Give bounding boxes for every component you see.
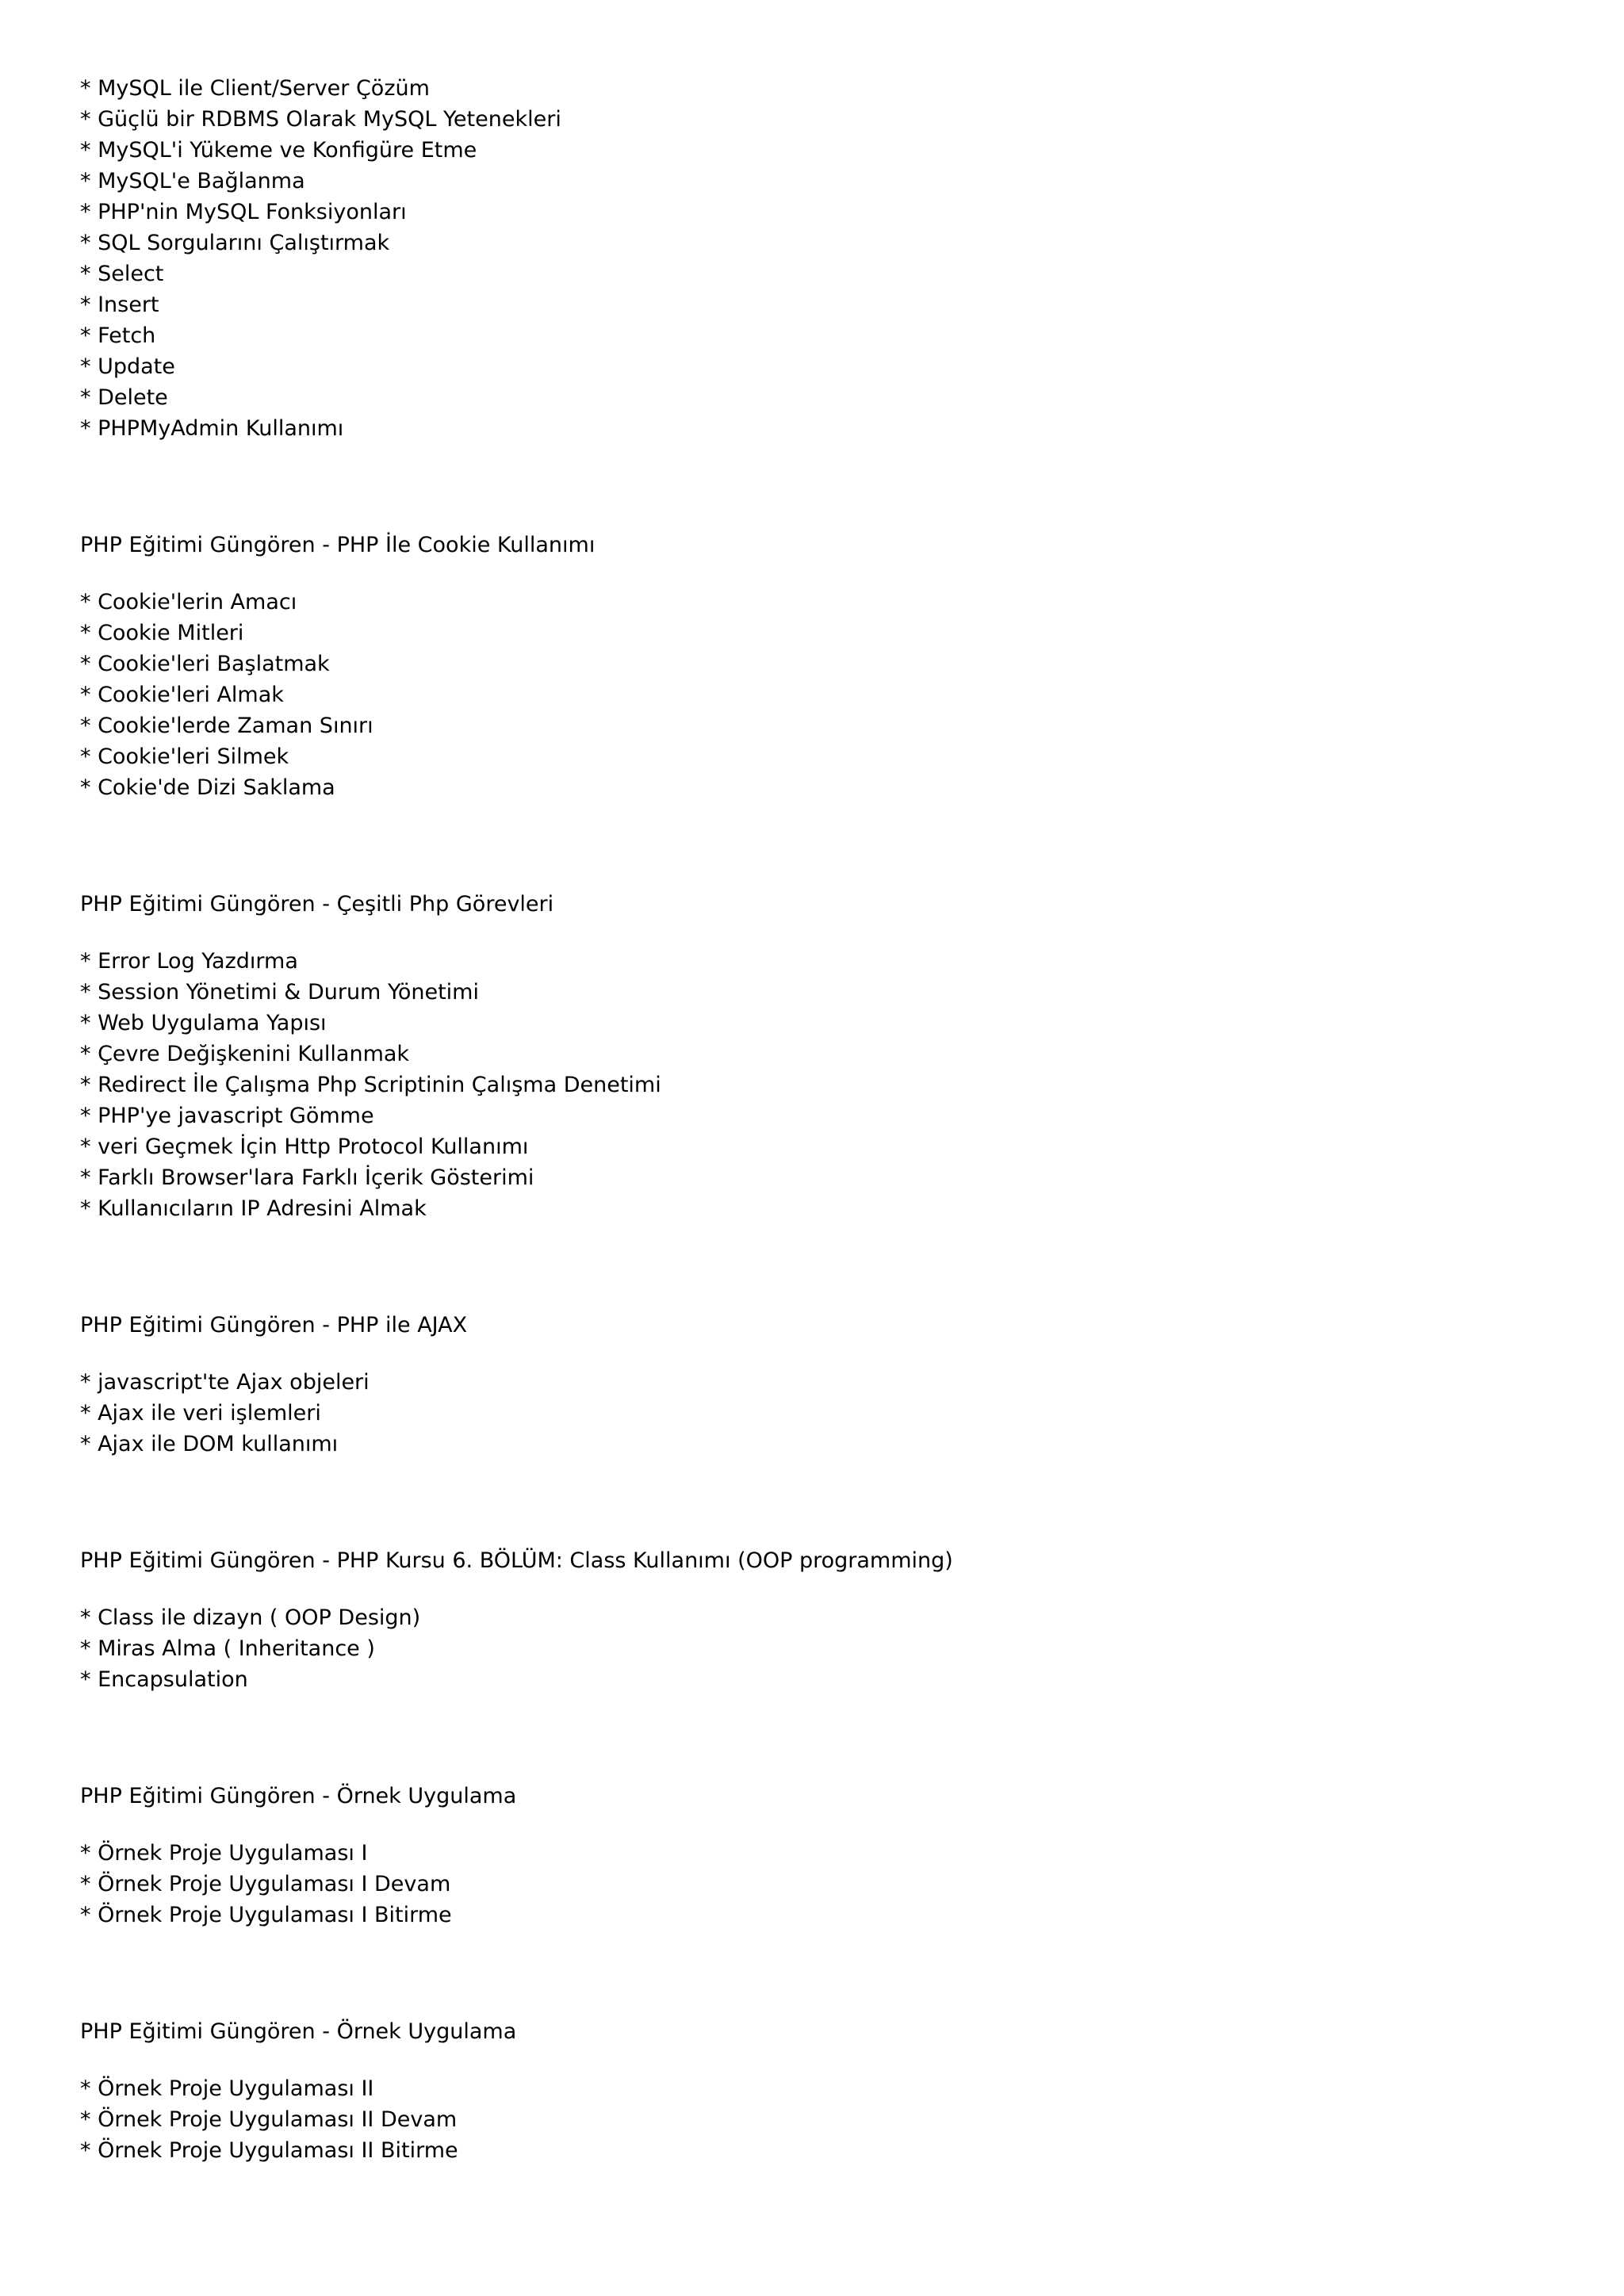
list-item: * Ajax ile DOM kullanımı (80, 1432, 339, 1456)
section-example-1 (80, 1781, 1547, 1931)
list-item: * Update (80, 354, 175, 379)
list-item: * Miras Alma ( Inheritance ) (80, 1636, 375, 1661)
list-item: * PHP'nin MySQL Fonksiyonları (80, 200, 407, 224)
list-item: * SQL Sorgularını Çalıştırmak (80, 231, 390, 255)
section-items (80, 2073, 1547, 2166)
section-heading: PHP Eğitimi Güngören - PHP Kursu 6. BÖLÜM: Class Kullanımı (OOP programming) (80, 1548, 953, 1573)
section-example-2 (80, 2016, 1547, 2166)
list-item: * Ajax ile veri işlemleri (80, 1401, 321, 1425)
list-item: * Örnek Proje Uygulaması II Bitirme (80, 2138, 458, 2163)
section-items (80, 1838, 1547, 1931)
list-item: * Session Yönetimi & Durum Yönetimi (80, 980, 479, 1004)
section-oop (80, 1545, 1547, 1695)
list-item: * Örnek Proje Uygulaması II Devam (80, 2107, 458, 2132)
section-items (80, 1367, 1547, 1460)
list-item: * Delete (80, 385, 168, 410)
section-heading: PHP Eğitimi Güngören - Çeşitli Php Görevleri (80, 892, 554, 916)
document-page (80, 73, 1547, 2166)
list-item: * Kullanıcıların IP Adresini Almak (80, 1196, 427, 1221)
list-item: * Insert (80, 293, 159, 317)
list-item: * Çevre Değişkenini Kullanmak (80, 1042, 410, 1066)
list-item: * Select (80, 262, 164, 286)
section-items (80, 946, 1547, 1224)
section-items (80, 1602, 1547, 1695)
list-item: * PHPMyAdmin Kullanımı (80, 416, 344, 441)
list-item: * MySQL ile Client/Server Çözüm (80, 76, 430, 101)
section-items (80, 587, 1547, 803)
list-item: * Cookie'leri Silmek (80, 744, 289, 769)
list-item: * Error Log Yazdırma (80, 949, 298, 974)
list-item: * Encapsulation (80, 1667, 248, 1692)
list-item: * Örnek Proje Uygulaması I Bitirme (80, 1903, 452, 1927)
list-item: * Cookie'leri Başlatmak (80, 652, 330, 676)
section-ajax (80, 1310, 1547, 1460)
list-item: * javascript'te Ajax objeleri (80, 1370, 370, 1395)
list-item: * Güçlü bir RDBMS Olarak MySQL Yetenekleri (80, 107, 561, 132)
list-item: * MySQL'e Bağlanma (80, 169, 305, 193)
list-item: * Cokie'de Dizi Saklama (80, 775, 335, 800)
list-item: * Cookie Mitleri (80, 621, 244, 645)
list-item: * Cookie'lerin Amacı (80, 590, 297, 614)
list-item: * Farklı Browser'lara Farklı İçerik Gösterimi (80, 1165, 534, 1190)
list-item: * Redirect İle Çalışma Php Scriptinin Çalışma Denetimi (80, 1073, 661, 1097)
list-item: * Web Uygulama Yapısı (80, 1011, 327, 1035)
section-php-tasks (80, 889, 1547, 1224)
list-item: * Class ile dizayn ( OOP Design) (80, 1605, 421, 1630)
list-item: * veri Geçmek İçin Http Protocol Kullanımı (80, 1135, 529, 1159)
section-cookie (80, 530, 1547, 803)
list-item: * Fetch (80, 323, 156, 348)
list-item: * Cookie'leri Almak (80, 683, 284, 707)
list-item: * Cookie'lerde Zaman Sınırı (80, 714, 373, 738)
section-heading: PHP Eğitimi Güngören - Örnek Uygulama (80, 1784, 517, 1808)
list-item: * Örnek Proje Uygulaması II (80, 2076, 374, 2101)
intro-list (80, 73, 1547, 444)
list-item: * Örnek Proje Uygulaması I (80, 1841, 368, 1866)
section-heading: PHP Eğitimi Güngören - PHP İle Cookie Kullanımı (80, 533, 596, 557)
section-heading: PHP Eğitimi Güngören - Örnek Uygulama (80, 2019, 517, 2044)
list-item: * PHP'ye javascript Gömme (80, 1104, 374, 1128)
list-item: * Örnek Proje Uygulaması I Devam (80, 1872, 451, 1896)
section-heading: PHP Eğitimi Güngören - PHP ile AJAX (80, 1313, 468, 1337)
list-item: * MySQL'i Yükeme ve Konfigüre Etme (80, 138, 477, 163)
